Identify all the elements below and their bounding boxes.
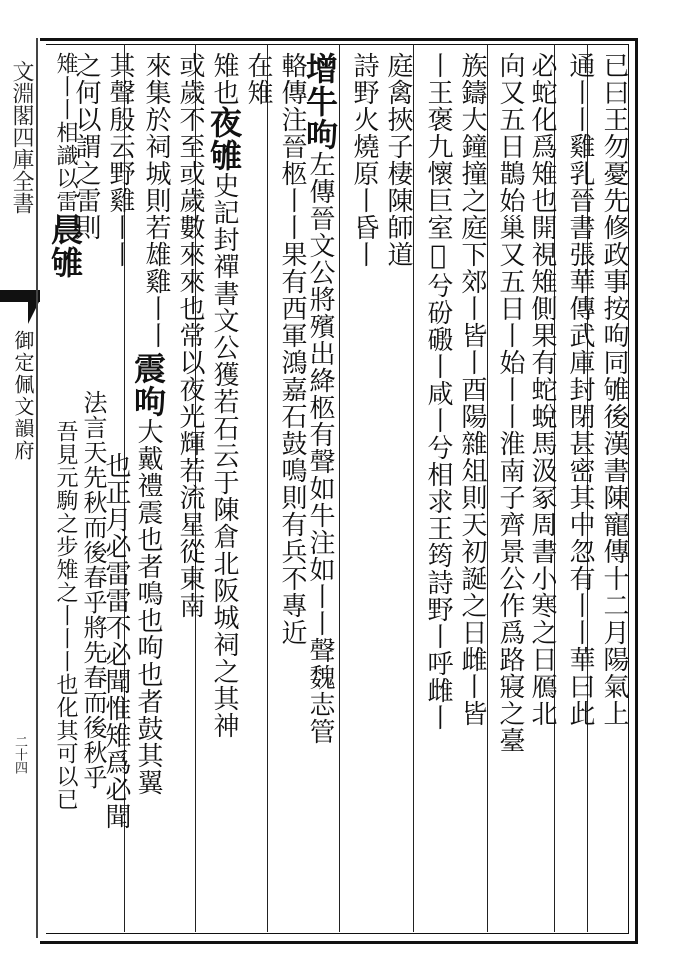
text-column: 必蛇化爲雉也開視雉側果有蛇蛻馬汲冢周書小寒之日鴈北 <box>527 52 557 727</box>
text-column: 吾見元駒之步雉之丨丨丨也化其可以已 <box>53 420 78 811</box>
entry-text: 左傳晉文公將殯出絳柩有聲如牛注如丨丨聲魏志管 <box>305 151 335 745</box>
text-column: 丨王褒九懷巨室𨕖兮砏磤丨咸丨兮相求王筠詩野丨呼雌丨 <box>423 52 453 731</box>
book-title: 御定佩文韻府 <box>11 330 35 462</box>
text-column: 向又五日鵲始巢又五日丨始丨丨淮南子齊景公作爲路寢之臺 <box>495 52 525 754</box>
page-margin <box>0 0 40 970</box>
entry-heading: 夜雊 <box>205 106 243 172</box>
fold-line <box>36 38 38 938</box>
text-column: 通丨丨雞乳晉書張華傳武庫封閉甚密其中忽有丨丨華曰此 <box>565 52 595 727</box>
entry-heading: 牛呴 <box>301 85 339 151</box>
entry-text: 法言天先秋而後春乎將先春而後秋乎 <box>79 390 107 790</box>
entry-text: 雉也 <box>209 52 239 106</box>
entry-heading: 晨雊 <box>46 213 84 279</box>
text-column: 其聲殷云野雞丨丨 <box>105 52 135 268</box>
text-column: 輅傳注晉柩丨丨果有西軍鴻嘉石鼓鳴則有兵不專近 <box>277 52 307 646</box>
text-column: 庭禽挾子棲陳師道 <box>383 52 413 268</box>
entry-heading: 震呴 <box>129 352 167 418</box>
entry-text: 大戴禮震也者鳴也呴也者鼓其翼 <box>133 418 163 796</box>
entry-column <box>204 52 244 739</box>
text-column: 在雉 <box>243 52 273 106</box>
text-column: 來集於祠城則若雄雞丨丨 <box>141 52 171 349</box>
page-number: 二十四 <box>12 735 27 774</box>
entry-heading: 增 <box>301 52 339 85</box>
fishtail-notch <box>28 300 40 324</box>
text-column: 詩野火燒原丨昏丨 <box>349 52 379 268</box>
text-column: 或歲不至或歲數來來也常以夜光輝若流星從東南 <box>175 52 205 619</box>
text-column: 之何以謂之雷則 <box>71 52 101 241</box>
text-column: 族鑄大鐘撞之庭下郊丨皆丨酉陽雜俎則天初誕之日雌丨皆 <box>457 52 487 727</box>
text-column: 已曰王勿憂先修政事按呴同雊後漢書陳寵傳十二月陽氣上 <box>599 52 629 727</box>
entry-text: 雉丨丨相識以雷 <box>53 52 78 213</box>
entry-text: 史記封禪書文公獲若石云于陳倉北阪城祠之其神 <box>209 172 239 739</box>
text-column: 也正月必雷雷不必聞惟雉爲必聞 <box>101 452 131 830</box>
column-rule <box>267 44 268 932</box>
entry-column <box>48 52 82 279</box>
margin-fragment: 文淵閣四庫全書 <box>9 60 34 214</box>
